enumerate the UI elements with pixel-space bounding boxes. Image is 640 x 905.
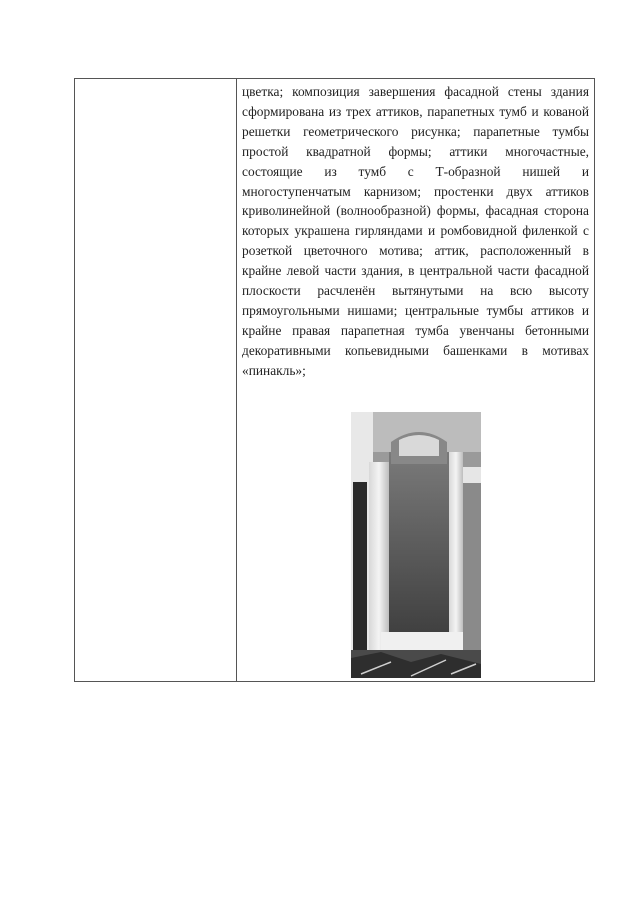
- table-right-cell: [242, 82, 589, 381]
- description-paragraph: цветка; композиция завершения фасадной стены здания сформирована из трех аттиков, парапетных тумб и кованой решетки геометрического рисунка; парапетные тумбы простой квадратной формы; аттики многочастные, состоящие из тумб с Т-образной нишей и многоступенчатым карнизом; простенки двух аттиков криволинейной (волнообразной) формы, фасадная сторона которых украшена гирляндами и ромбовидной филенкой с розеткой цветочного мотива; аттик, расположенный в крайне левой части здания, в центральной части фасадной плоскости расчленён вытянутыми на всю высоту прямоугольными нишами; центральные тумбы аттиков и крайне правая парапетная тумба увенчаны бетонными декоративными копьевидными башенками в мотивах «пинакль»;: [242, 84, 589, 378]
- table-left-cell: [75, 79, 236, 681]
- description-table: [74, 78, 595, 682]
- column-divider: [236, 79, 237, 681]
- attic-photo: [351, 412, 481, 678]
- attic-photo-image: [351, 412, 481, 678]
